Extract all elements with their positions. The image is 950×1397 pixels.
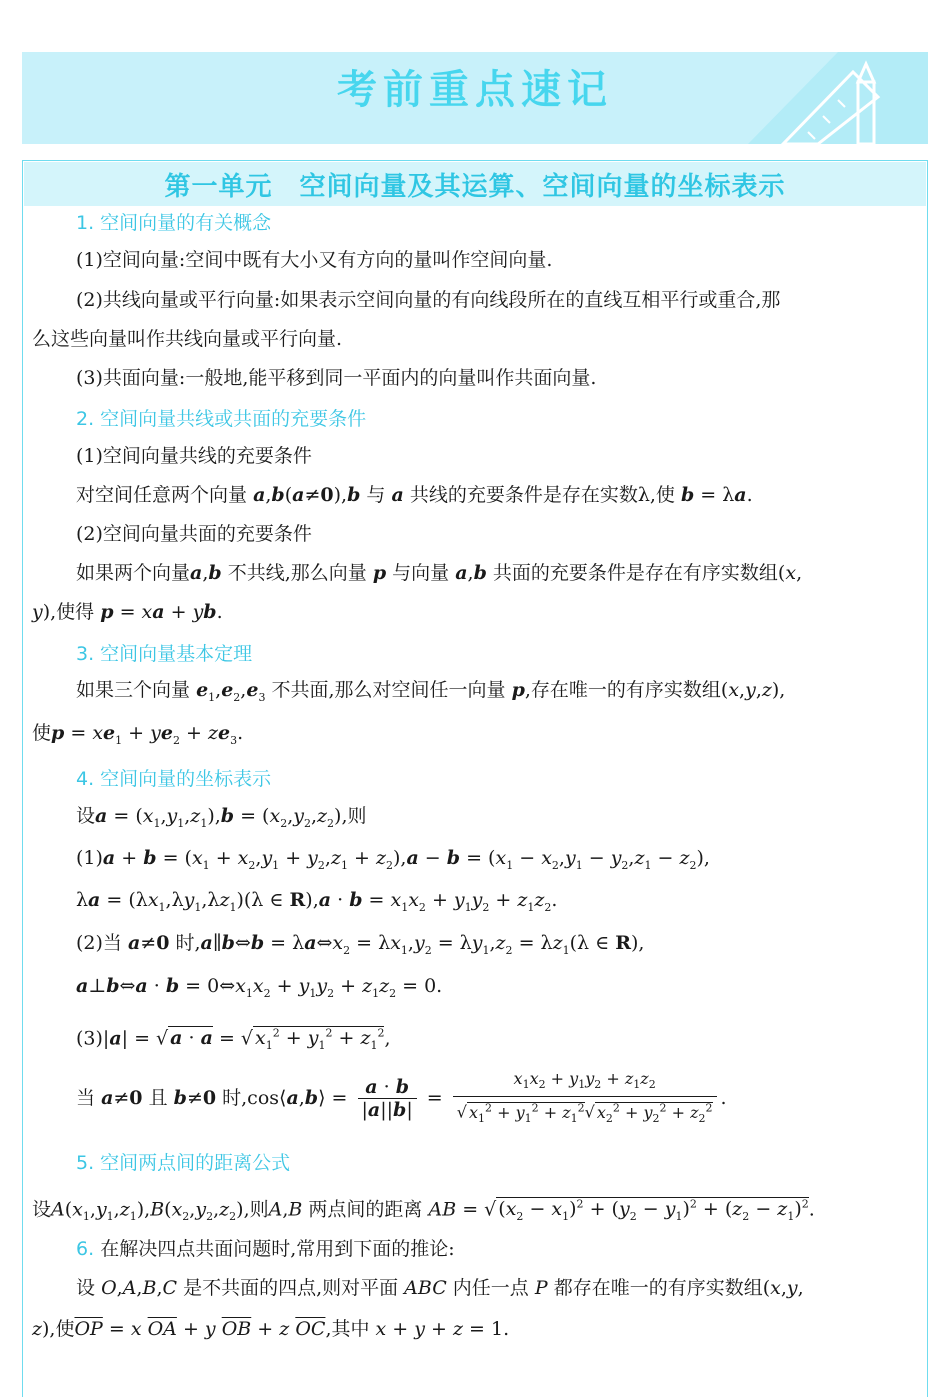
s2-paragraph-4b: y),使得 p = xa + yb.: [32, 601, 223, 623]
section-heading-2: 2. 空间向量共线或共面的充要条件: [76, 408, 367, 430]
s4-formula-2: $\lambda a = (\lambda x_1,\lambda y_1,\lambda z_1)(\lambda$ ∈ $R),a \cdot b = x_1x_2 + y_1y_2 + z_1z_2$.: [76, 889, 558, 914]
s1-paragraph-3: (3)共面向量:一般地,能平移到同一平面内的向量叫作共面向量.: [76, 367, 597, 389]
unit-header: [24, 162, 926, 206]
s3-paragraph-1b: 使$p = xe_1 + ye_2 + ze_3$.: [32, 722, 244, 747]
section-heading-6: 6. 在解决四点共面问题时,常用到下面的推论:: [76, 1238, 455, 1260]
section-heading-3: 3. 空间向量基本定理: [76, 643, 253, 665]
page-title: 考前重点速记: [337, 67, 613, 113]
s4-formula-5: (3)|a| = √ a · a = √ $x_1^2 + y_1^2 + z_1^2$,: [76, 1027, 391, 1053]
header-banner: [22, 52, 928, 144]
s2-paragraph-3: (2)空间向量共面的充要条件: [76, 523, 312, 545]
section-heading-4: 4. 空间向量的坐标表示: [76, 768, 272, 790]
s2-paragraph-2: 对空间任意两个向量 a,b(a≠0),b 与 a 共线的充要条件是存在实数λ,使 b = λa.: [76, 484, 753, 506]
s6-paragraph-1a: 设 O,A,B,C 是不共面的四点,则对平面 ABC 内任一点 P 都存在唯一的有序实数组(x,y,: [76, 1277, 804, 1299]
section-heading-5: 5. 空间两点间的距离公式: [76, 1152, 291, 1174]
s4-formula-1: $(1)a + b = (x_1 + x_2,y_1 + y_2,z_1 + z_2),a - b = (x_1 - x_2,y_1 - y_2,z_1 - z_2)$,: [76, 847, 710, 872]
s4-formula-4: a⊥b⇔a · $b = 0\Leftrightarrow x_1x_2 + y_1y_2 + z_1z_2 = 0$.: [76, 975, 443, 1000]
s4-formula-3: (2)当 a≠0 时,a∥b⇔b = $\lambda a\Leftrightarrow x_2 = \lambda x_1,y_2 = \lambda y_1,z_2 = \lambda z_1(\lambda$ ∈ R),: [76, 932, 645, 957]
s1-paragraph-2b: 么这些向量叫作共线向量或平行向量.: [32, 328, 343, 350]
s4-formula-6: 当 a≠0 且 b≠0 时,cos⟨a,b⟩ = $\frac{a \cdot b}{|a||b|}$ = $\frac{x_1x_2 + y_1y_2 + z_1z_2}{√ x_1^2 + y_1^2 + z_1^2√ x_2^2 + y_2^2 + z_2^2}$ .: [76, 1069, 727, 1125]
s2-paragraph-4a: 如果两个向量a,b 不共线,那么向量 p 与向量 a,b 共面的充要条件是存在有序实数组(x,: [76, 562, 803, 584]
s1-paragraph-1: (1)空间向量:空间中既有大小又有方向的量叫作空间向量.: [76, 249, 553, 271]
unit-title: 第一单元 空间向量及其运算、空间向量的坐标表示: [164, 172, 786, 202]
section-heading-1: 1. 空间向量的有关概念: [76, 212, 272, 234]
s3-paragraph-1a: 如果三个向量 $e_1,e_2,e_3$ 不共面,那么对空间任一向量 p,存在唯一的有序实数组(x,y,z),: [76, 679, 786, 704]
s4-paragraph-1: 设$a = (x_1,y_1,z_1),b = (x_2,y_2,z_2)$,则: [76, 805, 367, 830]
s2-paragraph-1: (1)空间向量共线的充要条件: [76, 445, 312, 467]
s5-paragraph-1: 设$A(x_1,y_1,z_1),B(x_2,y_2,z_2)$,则A,B 两点间的距离 AB = √ $(x_2 - x_1)^2 + (y_2 - y_1)^2 + (z_2 - z_1)^2$.: [32, 1198, 815, 1224]
s6-paragraph-1b: z),使$\overline{OP} = x$ $\overline{OA} + y$ $\overline{OB} + z$ $\overline{OC}$,其中 x + y + z = 1.: [32, 1318, 510, 1340]
s1-paragraph-2a: (2)共线向量或平行向量:如果表示空间向量的有向线段所在的直线互相平行或重合,那: [76, 289, 781, 311]
